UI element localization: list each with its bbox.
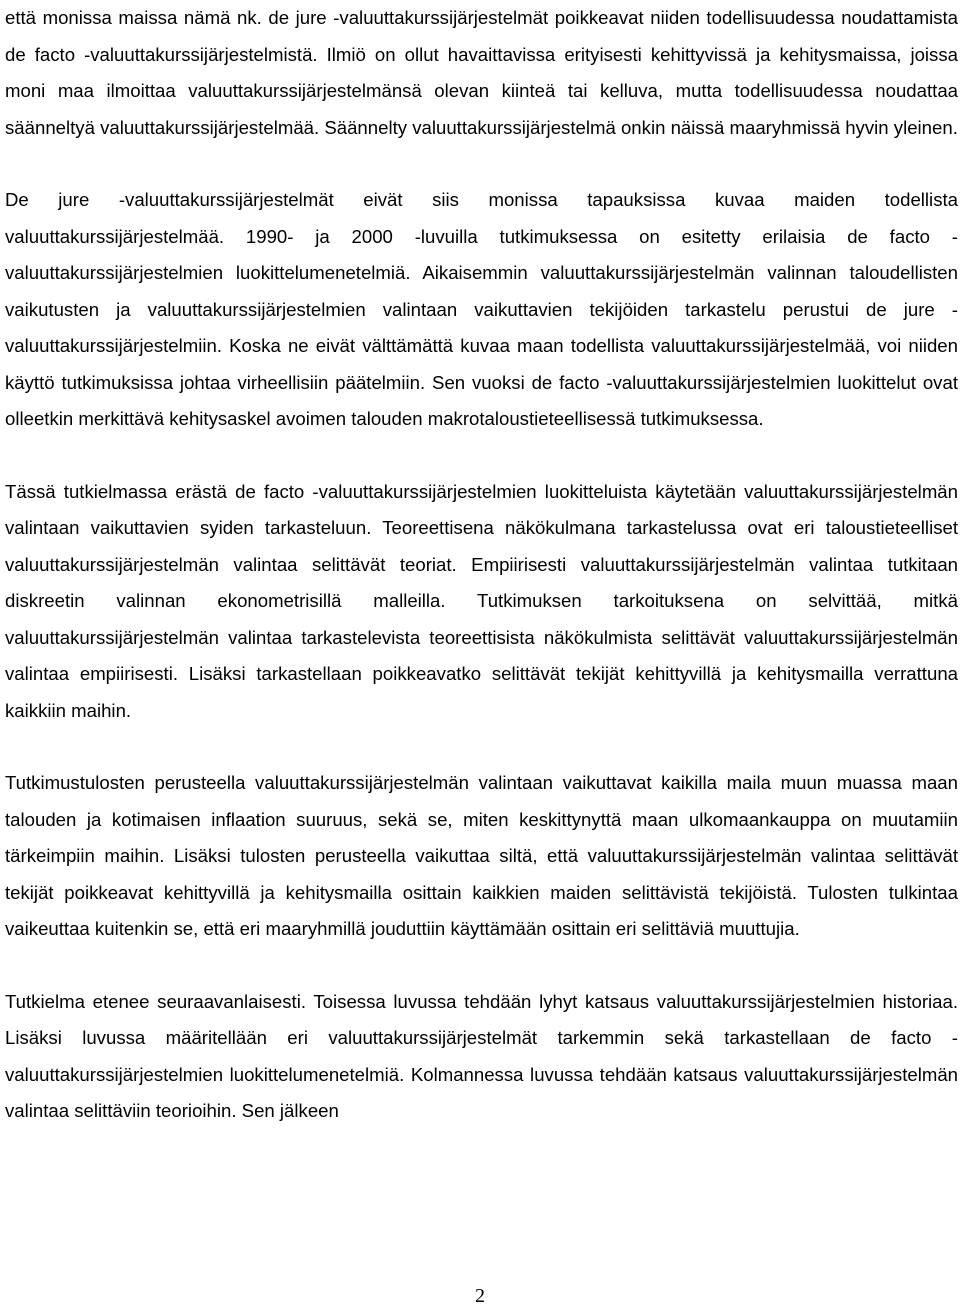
paragraph: että monissa maissa nämä nk. de jure -valuuttakurssijärjestelmät poikkeavat niiden todellisuudessa noudattamista de facto -valuuttakurssijärjestelmistä. Ilmiö on ollut havaittavissa erityisesti kehittyvissä ja kehitysmaissa, joissa moni maa ilmoittaa valuuttakurssijärjestelmänsä olevan kiinteä tai kelluva, mutta todellisuudessa noudattaa säänneltyä valuuttakurssijärjestelmää. Säännelty valuuttakurssijärjestelmä onkin näissä maaryhmissä hyvin yleinen.: [5, 7, 958, 138]
paragraph: Tutkimustulosten perusteella valuuttakurssijärjestelmän valintaan vaikuttavat kaikilla maila muun muassa maan talouden ja kotimaisen inflaation suuruus, sekä se, miten keskittynyttä maan ulkomaankauppa on muutamiin tärkeimpiin maihin. Lisäksi tulosten perusteella vaikuttaa siltä, että valuuttakurssijärjestelmän valintaa selittävät tekijät poikkeavat kehittyvillä ja kehitysmailla osittain kaikkien maiden selittävistä tekijöistä. Tulosten tulkintaa vaikeuttaa kuitenkin se, että eri maaryhmillä jouduttiin käyttämään osittain eri selittäviä muuttujia.: [5, 772, 958, 939]
paragraph-spacer: [5, 438, 958, 474]
paragraph: Tässä tutkielmassa erästä de facto -valuuttakurssijärjestelmien luokitteluista käytetään valuuttakurssijärjestelmän valintaan vaikuttavien syiden tarkasteluun. Teoreettisena näkökulmana tarkastelussa ovat eri taloustieteelliset valuuttakurssijärjestelmän valintaa selittävät teoriat. Empiirisesti valuuttakurssijärjestelmän valintaa tutkitaan diskreetin valinnan ekonometrisillä malleilla. Tutkimuksen tarkoituksena on selvittää, mitkä valuuttakurssijärjestelmän valintaa tarkastelevista teoreettisista näkökulmista selittävät valuuttakurssijärjestelmän valintaa empiirisesti. Lisäksi tarkastellaan poikkeavatko selittävät tekijät kehittyvillä ja kehitysmailla verrattuna kaikkiin maihin.: [5, 480, 958, 721]
document-body: [5, 0, 958, 1130]
paragraph-spacer: [5, 948, 958, 984]
paragraph-spacer: [5, 146, 958, 182]
page-number: 2: [475, 1285, 485, 1307]
paragraph-spacer: [5, 729, 958, 765]
paragraph: Tutkielma etenee seuraavanlaisesti. Toisessa luvussa tehdään lyhyt katsaus valuuttakurssijärjestelmien historiaa. Lisäksi luvussa määritellään eri valuuttakurssijärjestelmät tarkemmin sekä tarkastellaan de facto -valuuttakurssijärjestelmien luokittelumenetelmiä. Kolmannessa luvussa tehdään katsaus valuuttakurssijärjestelmän valintaa selittäviin teorioihin. Sen jälkeen: [5, 990, 958, 1121]
paragraph: De jure -valuuttakurssijärjestelmät eivät siis monissa tapauksissa kuvaa maiden todellista valuuttakurssijärjestelmää. 1990- ja 2000 -luvuilla tutkimuksessa on esitetty erilaisia de facto -valuuttakurssijärjestelmien luokittelumenetelmiä. Aikaisemmin valuuttakurssijärjestelmän valinnan taloudellisten vaikutusten ja valuuttakurssijärjestelmien valintaan vaikuttavien tekijöiden tarkastelu perustui de jure -valuuttakurssijärjestelmiin. Koska ne eivät välttämättä kuvaa maan todellista valuuttakurssijärjestelmää, voi niiden käyttö tutkimuksissa johtaa virheellisiin päätelmiin. Sen vuoksi de facto -valuuttakurssijärjestelmien luokittelut ovat olleetkin merkittävä kehitysaskel avoimen talouden makrotaloustieteellisessä tutkimuksessa.: [5, 189, 958, 429]
